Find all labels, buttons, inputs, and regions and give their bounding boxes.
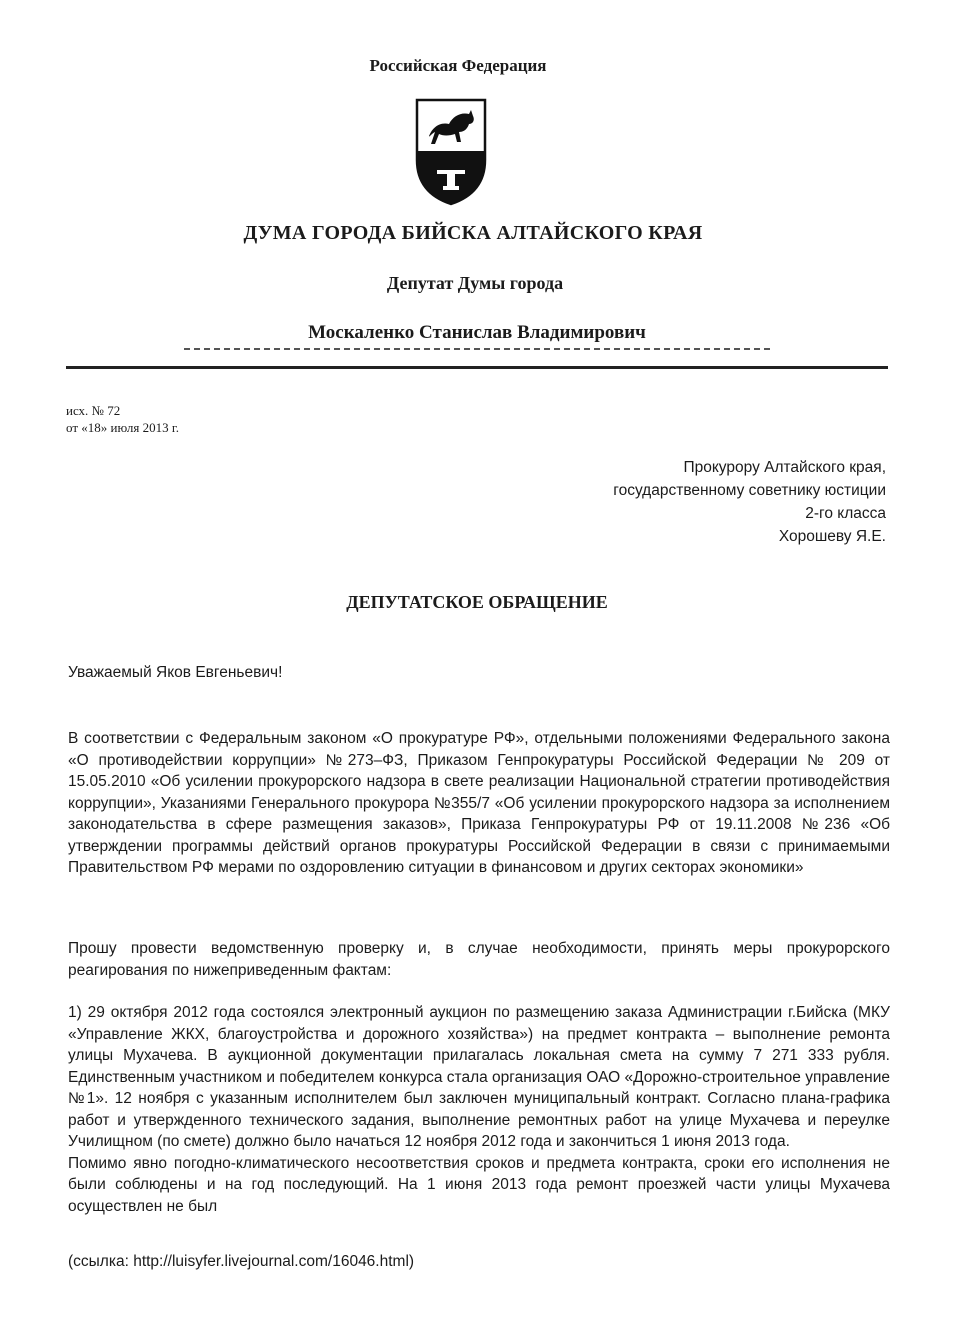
addressee-line: Прокурору Алтайского края, (683, 459, 886, 476)
addressee-line: государственному советнику юстиции (613, 482, 886, 499)
paragraph-fact-1-continuation: Помимо явно погодно-климатического несоответствия сроков и предмета контракта, сроки его исполнения не были соблюдены и на год последующий. На 1 июня 2013 года ремонт проезжей части улицы Мухачева осуществлен не был (68, 1154, 890, 1215)
addressee-line: 2-го класса (805, 505, 886, 522)
document-title: ДЕПУТАТСКОЕ ОБРАЩЕНИЕ (346, 592, 608, 612)
outgoing-reference (66, 402, 179, 436)
deputy-name: Москаленко Станислав Владимирович (308, 322, 646, 343)
paragraph-fact-1-text: 1) 29 октября 2012 года состоялся электронный аукцион по размещению заказа Администрации г.Бийска (МКУ «Управление ЖКХ, благоустройства и дорожного хозяйства») на предмет контракта – выполнение ремонта улицы Мухачева. В аукционной документации прилагалась локальная смета на сумму 7 271 333 рубля. Единственным участником и победителем конкурса стала организация ОАО «Дорожно-строительное управление №1». 12 ноября с указанным исполнителем был заключен муниципальный контракт. Согласно плана-графика работ и утвержденного технического задания, выполнение ремонтных работ на улице Мухачева и переулке Училищном (по смете) должно было начаться 12 ноября 2012 года и закончиться 1 июня 2013 года. (68, 1004, 890, 1150)
country-name: Российская Федерация (369, 56, 547, 75)
addressee-block (613, 456, 886, 548)
outgoing-date: от «18» июля 2013 г. (66, 420, 179, 435)
dashed-divider (184, 348, 770, 350)
city-coat-of-arms-icon (413, 96, 489, 206)
paragraph-request: Прошу провести ведомственную проверку и, в случае необходимости, принять меры прокурорского реагирования по нижеприведенным фактам: (68, 940, 890, 979)
header-rule (66, 366, 888, 369)
deputy-title: Депутат Думы города (386, 273, 564, 293)
council-name: ДУМА ГОРОДА БИЙСКА АЛТАЙСКОГО КРАЯ (243, 222, 703, 244)
source-link-note: (ссылка: http://luisyfer.livejournal.com/16046.html) (68, 1253, 415, 1270)
greeting: Уважаемый Яков Евгеньевич! (68, 664, 283, 681)
paragraph-legal-basis: В соответствии с Федеральным законом «О прокуратуре РФ», отдельными положениями Федерального закона «О противодействии коррупции» №273–ФЗ, Приказом Генпрокуратуры Российской Федерации № 209 от 15.05.2010 «Об усилении прокурорского надзора в свете реализации Национальной стратегии противодействия коррупции», Указаниями Генерального прокурора №355/7 «Об усилении прокурорского надзора за исполнением законодательства в сфере размещения заказов», Приказа Генпрокуратуры РФ от 19.11.2008 №236 «Об утверждении программы действий органов прокуратуры Российской Федерации в связи с принимаемыми Правительством РФ мерами по оздоровлению ситуации в финансовом и других секторах экономики» (68, 730, 890, 876)
addressee-line: Хорошеву Я.Е. (778, 528, 886, 545)
outgoing-number: исх. № 72 (66, 403, 121, 418)
paragraph-fact-1 (68, 1002, 890, 1217)
